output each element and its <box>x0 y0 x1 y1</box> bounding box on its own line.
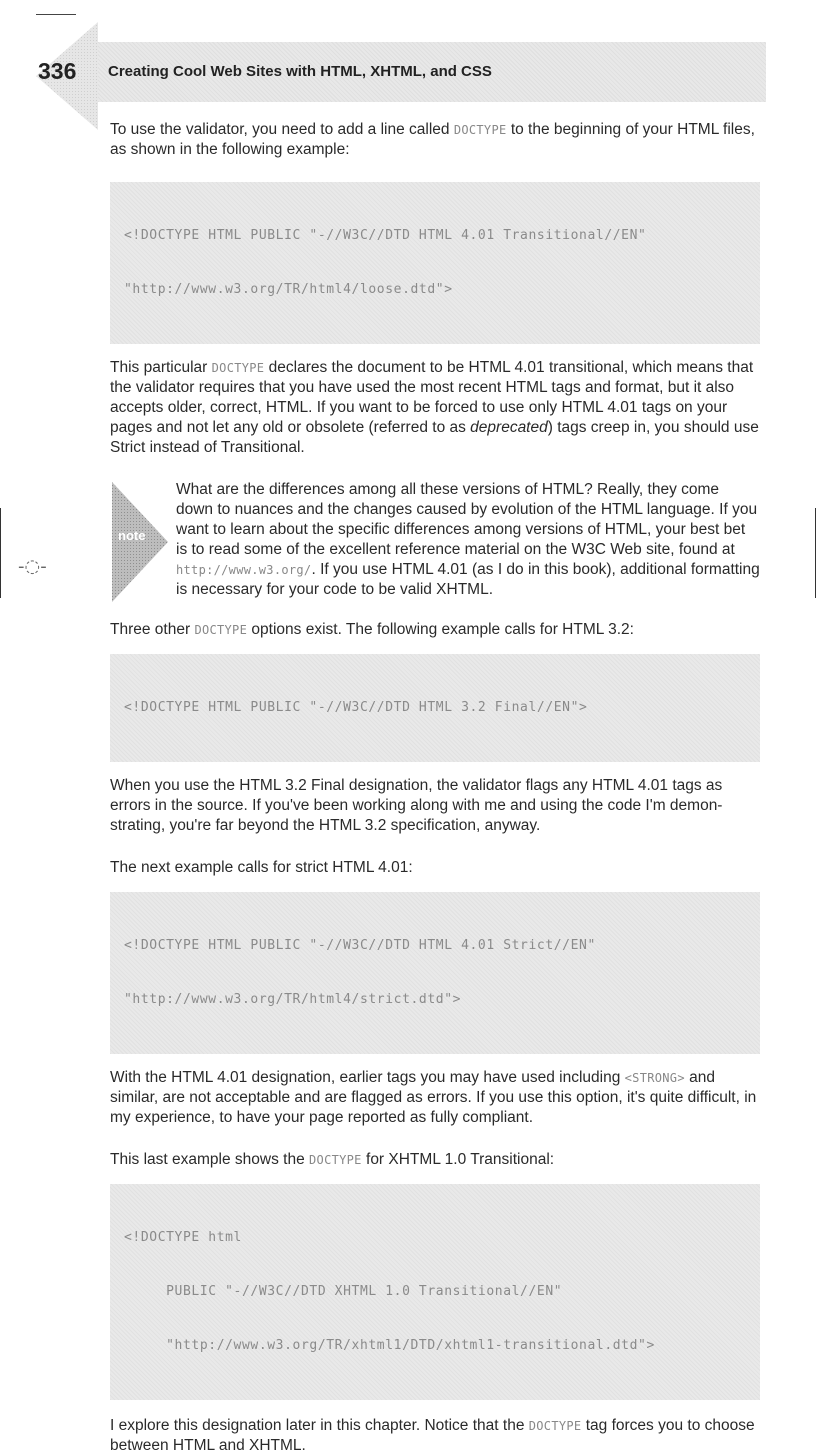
code-line: "http://www.w3.org/TR/html4/strict.dtd"> <box>124 992 462 1007</box>
code-line: <!DOCTYPE HTML PUBLIC "-//W3C//DTD HTML 3.2 Final//EN"> <box>124 700 588 715</box>
code-block <box>110 654 760 762</box>
note-badge: note <box>118 528 146 543</box>
paragraph: Three other DOCTYPE options exist. The following example calls for HTML 3.2: <box>110 621 634 638</box>
code-line: "http://www.w3.org/TR/xhtml1/DTD/xhtml1-transitional.dtd"> <box>124 1338 655 1353</box>
paragraph: With the HTML 4.01 designation, earlier tags you may have used including <STRONG> and similar, are not acceptable and are flagged as errors. If you use this option, it's quite difficult, in my experience, to have your page reported as fully compliant. <box>110 1069 757 1126</box>
paragraph: The next example calls for strict HTML 4.01: <box>110 859 413 876</box>
code-line: <!DOCTYPE HTML PUBLIC "-//W3C//DTD HTML 4.01 Strict//EN" <box>124 938 596 953</box>
paragraph: This last example shows the DOCTYPE for XHTML 1.0 Transitional: <box>110 1151 555 1168</box>
inline-code: DOCTYPE <box>309 1153 362 1167</box>
inline-code: <STRONG> <box>624 1071 685 1085</box>
inline-code: http://www.w3.org/ <box>176 563 312 577</box>
code-line: <!DOCTYPE HTML PUBLIC "-//W3C//DTD HTML 4.01 Transitional//EN" <box>124 228 647 243</box>
paragraph: I explore this designation later in this chapter. Notice that the DOCTYPE tag forces you to choose between HTML and XHTML. <box>110 1417 755 1454</box>
code-line: "http://www.w3.org/TR/html4/loose.dtd"> <box>124 282 453 297</box>
gutter-line-left <box>0 508 1 598</box>
header-rule <box>36 14 76 15</box>
paragraph: This particular DOCTYPE declares the document to be HTML 4.01 transitional, which means that the validator requires that you have used the most recent HTML tags and format, but it also accepts older, correct, HTML. If you want to be forced to use only HTML 4.01 tags on your pages and not let any old or obsolete (referred to as deprecated) tags creep in, you should use Strict instead of Transitional. <box>110 359 759 456</box>
emphasis: deprecated <box>470 419 548 436</box>
code-line: PUBLIC "-//W3C//DTD XHTML 1.0 Transitional//EN" <box>124 1284 563 1299</box>
inline-code: DOCTYPE <box>211 361 265 375</box>
page-number: 336 <box>38 58 77 84</box>
code-block <box>110 1184 760 1400</box>
note-text: What are the differences among all these versions of HTML? Really, they come down to nuances and the changes caused by evolution of the HTML language. If you want to learn about the specific differences among versions of HTML, your best bet is to read some of the excellent reference material on the W3C Web site, found at http://www.w3.org/. If you use HTML 4.01 (as I do in this book), additional formatting is necessary for your code to be valid XHTML. <box>176 481 760 598</box>
inline-code: DOCTYPE <box>453 123 507 137</box>
page-body <box>110 120 760 1456</box>
inline-code: DOCTYPE <box>528 1419 582 1433</box>
inline-code: DOCTYPE <box>194 623 248 637</box>
paragraph: When you use the HTML 3.2 Final designation, the validator flags any HTML 4.01 tags as errors in the source. If you've been working along with me and using the code I'm demon-strating, you're far beyond the HTML 3.2 specification, anyway. <box>110 777 723 834</box>
running-head: Creating Cool Web Sites with HTML, XHTML, and CSS <box>108 63 492 80</box>
registration-mark-icon: -◌- <box>18 556 47 577</box>
code-block <box>110 182 760 344</box>
note-callout <box>110 480 760 600</box>
code-line: <!DOCTYPE html <box>124 1230 242 1245</box>
paragraph: To use the validator, you need to add a line called DOCTYPE to the beginning of your HTML files, as shown in the following example: <box>110 121 755 158</box>
code-block <box>110 892 760 1054</box>
